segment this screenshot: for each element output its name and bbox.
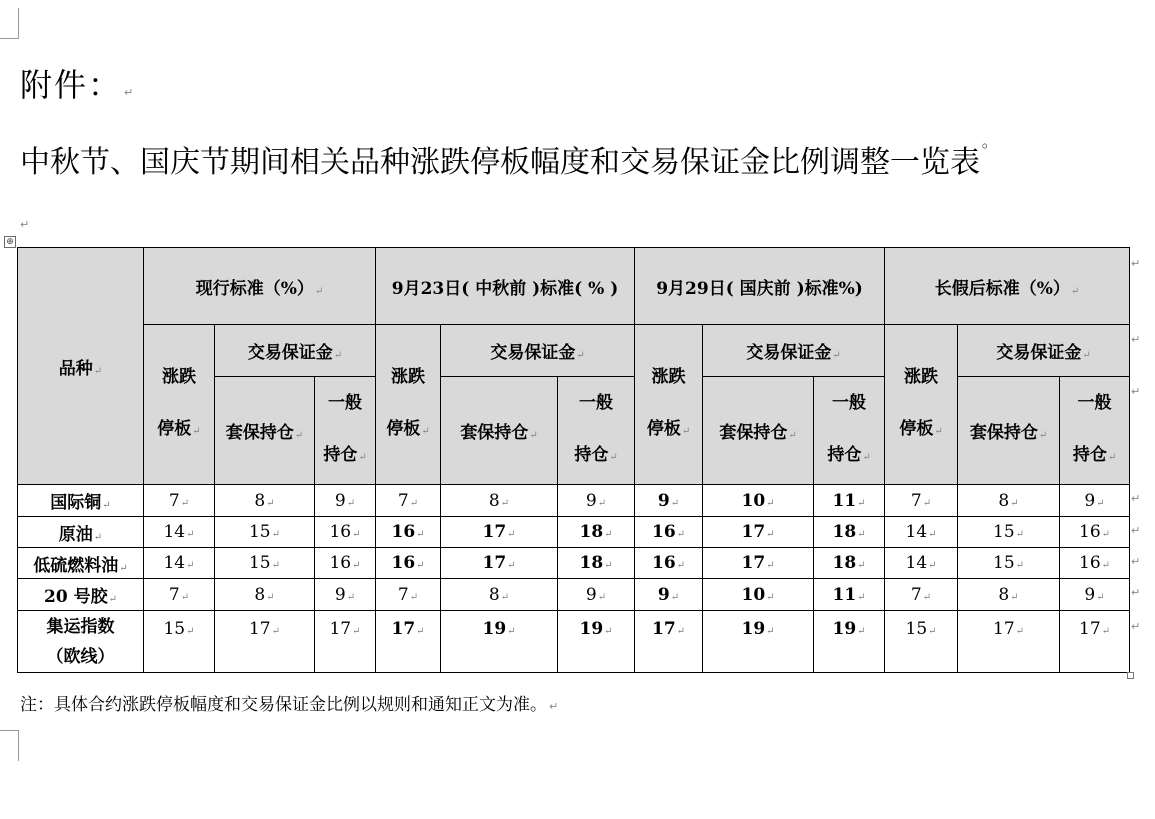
hedge-header: 套保持仓↵ xyxy=(215,377,315,485)
row-end-mark-icon: ↵ xyxy=(1131,620,1141,633)
value-cell: 16↵ xyxy=(315,548,376,579)
row-end-marks xyxy=(1131,247,1143,677)
value-cell: 9↵ xyxy=(1060,485,1130,517)
value-cell: 17↵ xyxy=(1060,611,1130,673)
value-cell: 9↵ xyxy=(635,485,703,517)
value-cell: 14↵ xyxy=(885,548,958,579)
value-cell: 16↵ xyxy=(1060,517,1130,548)
value-cell: 10↵ xyxy=(703,579,814,611)
value-cell: 14↵ xyxy=(144,517,215,548)
adjustment-table xyxy=(17,247,1130,673)
value-cell: 16↵ xyxy=(376,517,441,548)
value-cell: 9↵ xyxy=(558,485,635,517)
value-cell: 17↵ xyxy=(215,611,315,673)
footnote: 注：具体合约涨跌停板幅度和交易保证金比例以规则和通知正文为准。 ↵ xyxy=(20,695,559,715)
document-title: 中秋节、国庆节期间相关品种涨跌停板幅度和交易保证金比例调整一览表◦ xyxy=(20,137,990,180)
row-end-mark-icon: ↵ xyxy=(1131,257,1141,270)
value-cell: 15↵ xyxy=(958,548,1060,579)
row-end-mark-icon: ↵ xyxy=(1131,333,1141,346)
hedge-header: 套保持仓↵ xyxy=(703,377,814,485)
row-end-mark-icon: ↵ xyxy=(1131,555,1141,568)
general-header: 一般 持仓↵ xyxy=(315,377,376,485)
limit-header: 涨跌 停板↵ xyxy=(635,325,703,485)
hedge-header: 套保持仓↵ xyxy=(958,377,1060,485)
table-row xyxy=(18,517,1130,548)
value-cell: 17↵ xyxy=(315,611,376,673)
value-cell: 15↵ xyxy=(144,611,215,673)
value-cell: 18↵ xyxy=(814,548,885,579)
variety-name-cell: 原油↵ xyxy=(18,517,144,548)
general-header: 一般 持仓↵ xyxy=(814,377,885,485)
margin-header: 交易保证金↵ xyxy=(958,325,1130,377)
value-cell: 17↵ xyxy=(376,611,441,673)
value-cell: 7↵ xyxy=(144,579,215,611)
value-cell: 7↵ xyxy=(376,579,441,611)
value-cell: 16↵ xyxy=(635,517,703,548)
value-cell: 15↵ xyxy=(885,611,958,673)
limit-header: 涨跌 停板↵ xyxy=(144,325,215,485)
value-cell: 17↵ xyxy=(441,517,558,548)
table-row xyxy=(18,579,1130,611)
value-cell: 8↵ xyxy=(441,485,558,517)
value-cell: 15↵ xyxy=(215,548,315,579)
value-cell: 9↵ xyxy=(315,485,376,517)
value-cell: 11↵ xyxy=(814,579,885,611)
group-header-current: 现行标准（%）↵ xyxy=(144,248,376,325)
value-cell: 9↵ xyxy=(635,579,703,611)
group-header-after-holiday: 长假后标准（%）↵ xyxy=(885,248,1130,325)
value-cell: 7↵ xyxy=(885,485,958,517)
attachment-label: 附件： ↵ xyxy=(20,66,136,104)
title-end-mark: ◦ xyxy=(980,137,990,156)
table-move-handle-icon[interactable]: ⊕ xyxy=(4,236,16,248)
variety-name-cell: 低硫燃料油↵ xyxy=(18,548,144,579)
hedge-header: 套保持仓↵ xyxy=(441,377,558,485)
value-cell: 9↵ xyxy=(558,579,635,611)
value-cell: 9↵ xyxy=(315,579,376,611)
margin-header: 交易保证金↵ xyxy=(441,325,635,377)
value-cell: 14↵ xyxy=(885,517,958,548)
value-cell: 16↵ xyxy=(635,548,703,579)
value-cell: 18↵ xyxy=(558,548,635,579)
general-header: 一般 持仓↵ xyxy=(1060,377,1130,485)
value-cell: 16↵ xyxy=(1060,548,1130,579)
margin-header: 交易保证金↵ xyxy=(215,325,376,377)
page-corner-mark-top xyxy=(0,8,19,39)
table-row xyxy=(18,611,1130,673)
value-cell: 19↵ xyxy=(703,611,814,673)
value-cell: 8↵ xyxy=(958,485,1060,517)
group-header-sep29: 9月29日( 国庆前 )标准%) xyxy=(635,248,885,325)
paragraph-mark-icon: ↵ xyxy=(124,86,136,99)
value-cell: 7↵ xyxy=(144,485,215,517)
value-cell: 11↵ xyxy=(814,485,885,517)
value-cell: 17↵ xyxy=(441,548,558,579)
value-cell: 19↵ xyxy=(558,611,635,673)
value-cell: 7↵ xyxy=(885,579,958,611)
row-end-mark-icon: ↵ xyxy=(1131,586,1141,599)
row-end-mark-icon: ↵ xyxy=(1131,385,1141,398)
value-cell: 8↵ xyxy=(215,579,315,611)
table-resize-handle[interactable] xyxy=(1127,672,1134,679)
row-end-mark-icon: ↵ xyxy=(1131,492,1141,505)
value-cell: 15↵ xyxy=(958,517,1060,548)
variety-header: 品种↵ xyxy=(18,248,144,485)
variety-name-cell: 国际铜↵ xyxy=(18,485,144,517)
value-cell: 15↵ xyxy=(215,517,315,548)
table-row xyxy=(18,548,1130,579)
table-row xyxy=(18,485,1130,517)
value-cell: 8↵ xyxy=(958,579,1060,611)
value-cell: 8↵ xyxy=(215,485,315,517)
limit-header: 涨跌 停板↵ xyxy=(376,325,441,485)
value-cell: 17↵ xyxy=(703,548,814,579)
row-end-mark-icon: ↵ xyxy=(1131,524,1141,537)
value-cell: 9↵ xyxy=(1060,579,1130,611)
limit-header: 涨跌 停板↵ xyxy=(885,325,958,485)
value-cell: 7↵ xyxy=(376,485,441,517)
margin-header: 交易保证金↵ xyxy=(703,325,885,377)
value-cell: 18↵ xyxy=(558,517,635,548)
value-cell: 17↵ xyxy=(958,611,1060,673)
value-cell: 10↵ xyxy=(703,485,814,517)
value-cell: 16↵ xyxy=(315,517,376,548)
paragraph-mark-icon: ↵ xyxy=(20,218,30,231)
group-header-sep23: 9月23日( 中秋前 )标准( % ) xyxy=(376,248,635,325)
general-header: 一般 持仓↵ xyxy=(558,377,635,485)
value-cell: 17↵ xyxy=(703,517,814,548)
variety-name-cell: 集运指数 （欧线） xyxy=(18,611,144,673)
value-cell: 18↵ xyxy=(814,517,885,548)
value-cell: 14↵ xyxy=(144,548,215,579)
value-cell: 16↵ xyxy=(376,548,441,579)
page-corner-mark-bottom xyxy=(0,730,19,761)
value-cell: 19↵ xyxy=(441,611,558,673)
value-cell: 17↵ xyxy=(635,611,703,673)
variety-name-cell: 20 号胶↵ xyxy=(18,579,144,611)
value-cell: 8↵ xyxy=(441,579,558,611)
value-cell: 19↵ xyxy=(814,611,885,673)
